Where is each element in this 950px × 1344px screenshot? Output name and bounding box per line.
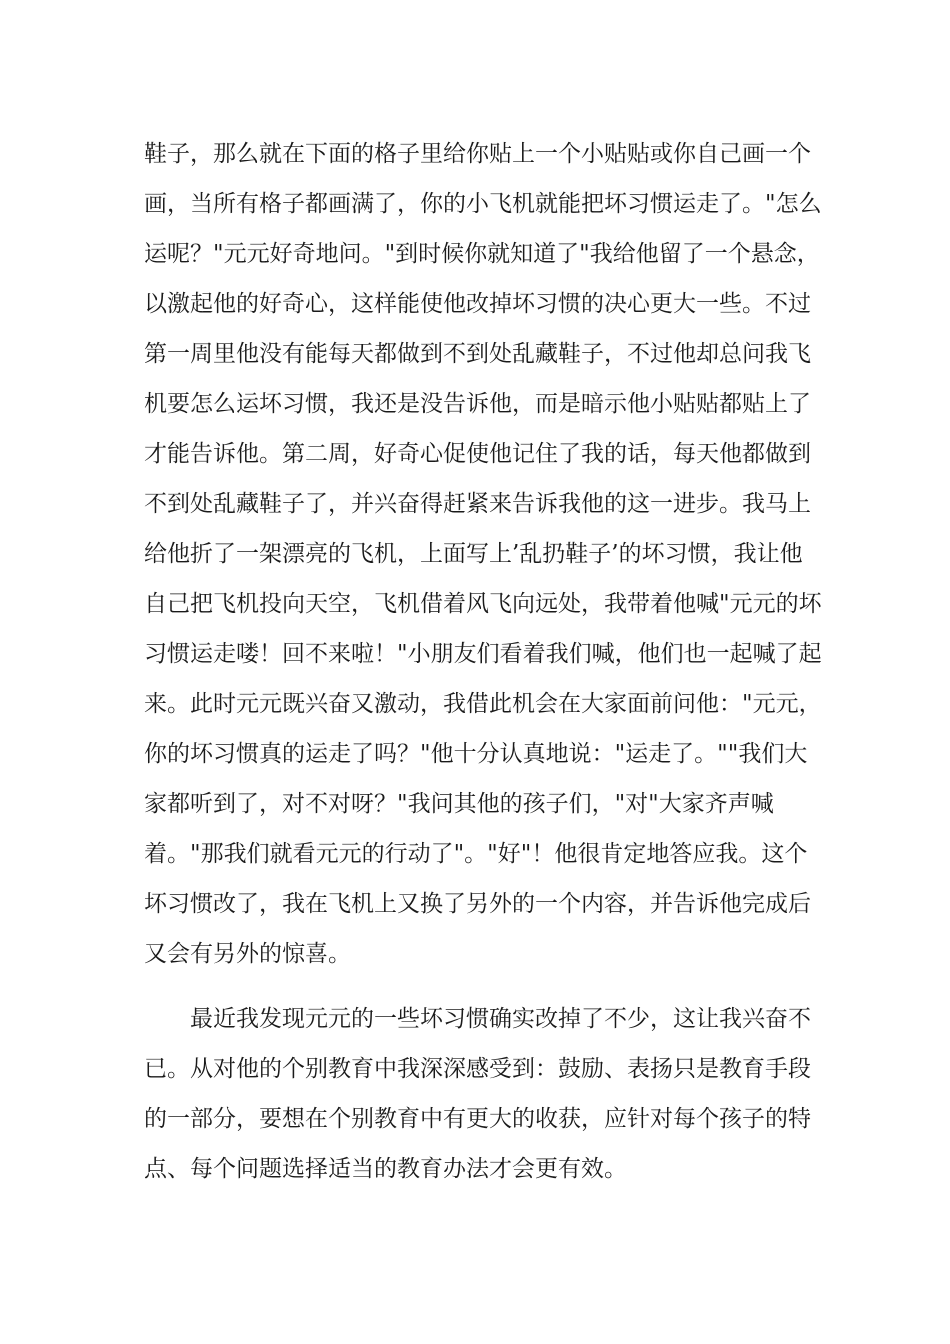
text-line: 鞋子，那么就在下面的格子里给你贴上一个小贴贴或你自己画一个 — [144, 141, 811, 167]
text-line: 家都听到了，对不对呀？"我问其他的孩子们，"对"大家齐声喊 — [144, 791, 774, 817]
text-line: 画，当所有格子都画满了，你的小飞机就能把坏习惯运走了。"怎么 — [144, 191, 822, 217]
text-line: 已。从对他的个别教育中我深深感受到：鼓励、表扬只是教育手段 — [144, 1056, 811, 1082]
text-line: 坏习惯改了，我在飞机上又换了另外的一个内容，并告诉他完成后 — [144, 891, 811, 917]
text-line: 又会有另外的惊喜。 — [144, 941, 351, 967]
text-line: 自己把飞机投向天空，飞机借着风飞向远处，我带着他喊"元元的坏 — [144, 591, 822, 617]
text-line: 的一部分，要想在个别教育中有更大的收获，应针对每个孩子的特 — [144, 1106, 811, 1132]
paragraph-1 — [144, 129, 824, 979]
text-line: 你的坏习惯真的运走了吗？"他十分认真地说："运走了。""我们大 — [144, 741, 808, 767]
text-line: 给他折了一架漂亮的飞机，上面写上’乱扔鞋子’的坏习惯，我让他 — [144, 541, 803, 567]
text-line: 习惯运走喽！回不来啦！"小朋友们看着我们喊，他们也一起喊了起 — [144, 641, 822, 667]
text-line: 才能告诉他。第二周，好奇心促使他记住了我的话，每天他都做到 — [144, 441, 811, 467]
text-line: 来。此时元元既兴奋又激动，我借此机会在大家面前问他："元元， — [144, 691, 822, 717]
text-line: 最近我发现元元的一些坏习惯确实改掉了不少，这让我兴奋不 — [190, 1006, 811, 1032]
text-line: 机要怎么运坏习惯，我还是没告诉他，而是暗示他小贴贴都贴上了 — [144, 391, 811, 417]
text-line: 着。"那我们就看元元的行动了"。"好"！他很肯定地答应我。这个 — [144, 841, 808, 867]
text-line: 点、每个问题选择适当的教育办法才会更有效。 — [144, 1156, 627, 1182]
text-line: 第一周里他没有能每天都做到不到处乱藏鞋子，不过他却总问我飞 — [144, 341, 811, 367]
paragraph-2 — [144, 994, 824, 1194]
text-line: 不到处乱藏鞋子了，并兴奋得赶紧来告诉我他的这一进步。我马上 — [144, 491, 811, 517]
text-line: 运呢？"元元好奇地问。"到时候你就知道了"我给他留了一个悬念， — [144, 241, 820, 267]
text-line: 以激起他的好奇心，这样能使他改掉坏习惯的决心更大一些。不过 — [144, 291, 811, 317]
